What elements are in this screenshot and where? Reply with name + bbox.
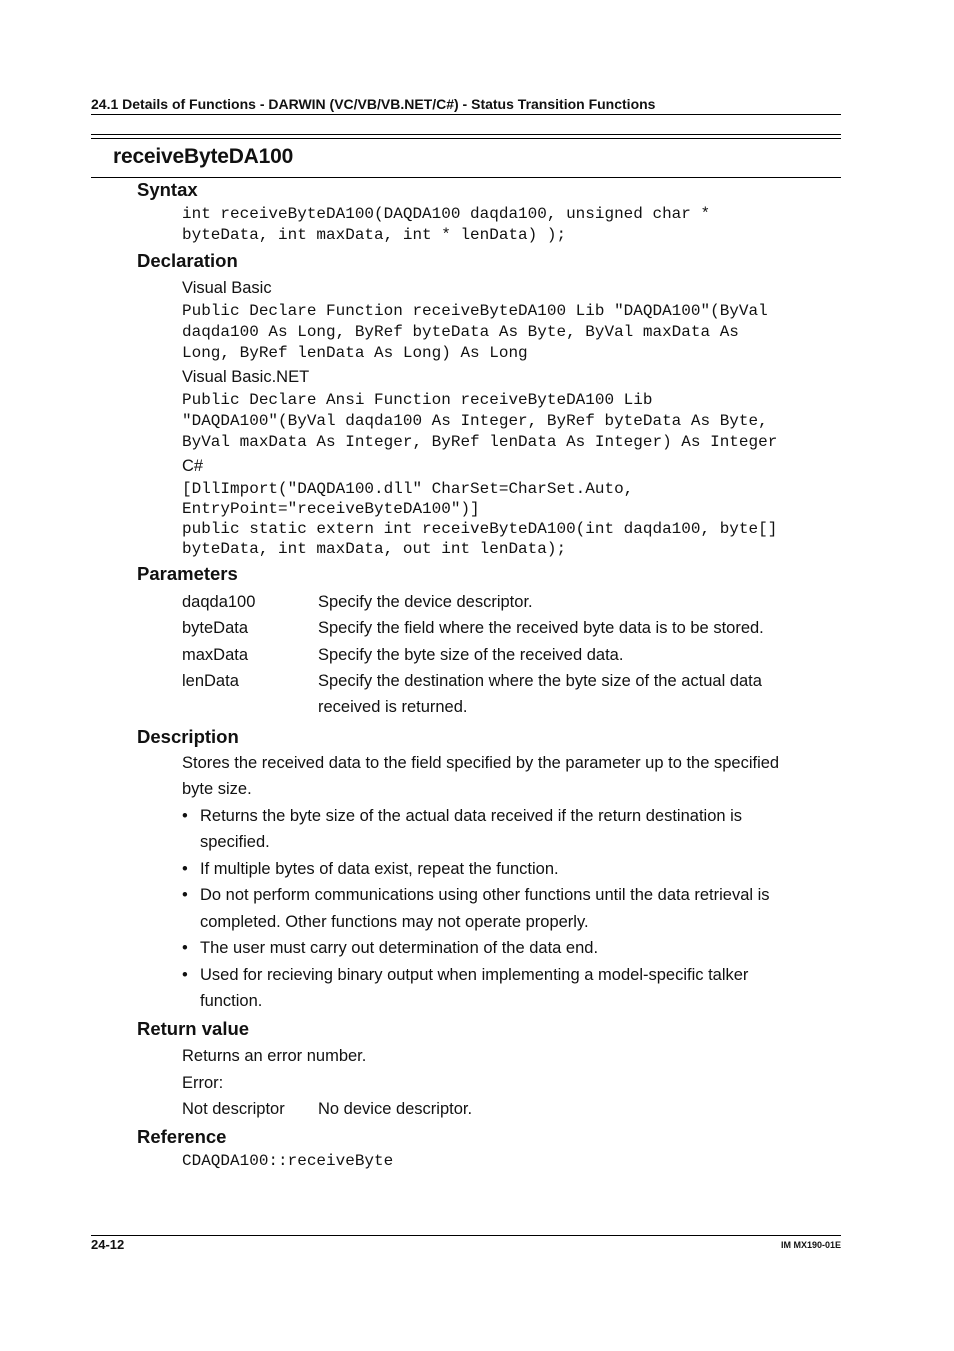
cs-decl-line: byteData, int maxData, out int lenData);: [182, 540, 567, 558]
return-value-heading: Return value: [137, 1018, 250, 1039]
bullet-marker: •: [182, 807, 188, 825]
cs-decl-line: [DllImport("DAQDA100.dll" CharSet=CharSet.Auto,: [182, 480, 634, 498]
reference-value: CDAQDA100::receiveByte: [182, 1152, 394, 1170]
param-name: lenData: [182, 672, 239, 690]
param-desc: Specify the byte size of the received data.: [318, 646, 624, 664]
param-name: maxData: [182, 646, 249, 664]
parameters-heading: Parameters: [137, 563, 238, 584]
title-rule-top-2: [91, 138, 841, 139]
error-label: Error:: [182, 1074, 224, 1092]
syntax-heading: Syntax: [137, 179, 198, 200]
param-desc-cont: received is returned.: [318, 698, 468, 716]
param-desc: Specify the field where the received byte data is to be stored.: [318, 619, 764, 637]
vbnet-decl-line: ByVal maxData As Integer, ByRef lenData As Integer) As Integer: [182, 433, 778, 451]
vb-label: Visual Basic: [182, 279, 272, 297]
title-rule-top-1: [91, 134, 841, 135]
bullet-marker: •: [182, 939, 188, 957]
vbnet-decl-line: "DAQDA100"(ByVal daqda100 As Integer, ByRef byteData As Byte,: [182, 412, 768, 430]
param-name: daqda100: [182, 593, 256, 611]
bullet-text-cont: specified.: [200, 833, 270, 851]
bullet-marker: •: [182, 860, 188, 878]
cs-label: C#: [182, 457, 204, 475]
bullet-text: Used for recieving binary output when implementing a model-specific talker: [200, 966, 749, 984]
bullet-text: Returns the byte size of the actual data received if the return destination is: [200, 807, 743, 825]
vb-decl-line: daqda100 As Long, ByRef byteData As Byte, ByVal maxData As: [182, 323, 739, 341]
title-rule-bottom: [91, 177, 841, 178]
doc-id: IM MX190-01E: [780, 1240, 841, 1250]
bullet-marker: •: [182, 966, 188, 984]
cs-decl-line: public static extern int receiveByteDA100(int daqda100, byte[]: [182, 520, 778, 538]
bullet-text-cont: completed. Other functions may not operate properly.: [200, 913, 589, 931]
param-desc: Specify the device descriptor.: [318, 593, 533, 611]
bullet-text: Do not perform communications using other functions until the data retrieval is: [200, 886, 770, 904]
header-rule: [91, 114, 841, 115]
running-header: 24.1 Details of Functions - DARWIN (VC/VB/VB.NET/C#) - Status Transition Functions: [91, 96, 656, 112]
bullet-text: If multiple bytes of data exist, repeat the function.: [200, 860, 559, 878]
description-intro: Stores the received data to the field specified by the parameter up to the specified: [182, 754, 780, 772]
bullet-text: The user must carry out determination of the data end.: [200, 939, 599, 957]
param-name: byteData: [182, 619, 249, 637]
cs-decl-line: EntryPoint="receiveByteDA100")]: [182, 500, 480, 518]
reference-heading: Reference: [137, 1126, 227, 1147]
bullet-marker: •: [182, 886, 188, 904]
description-intro-cont: byte size.: [182, 780, 252, 798]
syntax-line: byteData, int maxData, int * lenData) );: [182, 226, 567, 244]
page-number: 24-12: [91, 1237, 125, 1252]
vbnet-decl-line: Public Declare Ansi Function receiveByteDA100 Lib: [182, 391, 653, 409]
vb-decl-line: Public Declare Function receiveByteDA100 Lib "DAQDA100"(ByVal: [182, 302, 768, 320]
syntax-line: int receiveByteDA100(DAQDA100 daqda100, unsigned char *: [182, 205, 711, 223]
bullet-text-cont: function.: [200, 992, 263, 1010]
function-title: receiveByteDA100: [113, 145, 294, 168]
return-value-text: Returns an error number.: [182, 1047, 367, 1065]
description-heading: Description: [137, 726, 239, 747]
param-desc: Specify the destination where the byte size of the actual data: [318, 672, 762, 690]
vb-decl-line: Long, ByRef lenData As Long) As Long: [182, 344, 528, 362]
vbnet-label: Visual Basic.NET: [182, 368, 310, 386]
error-name: Not descriptor: [182, 1100, 285, 1118]
footer-rule: [91, 1235, 841, 1236]
error-desc: No device descriptor.: [318, 1100, 473, 1118]
declaration-heading: Declaration: [137, 250, 238, 271]
